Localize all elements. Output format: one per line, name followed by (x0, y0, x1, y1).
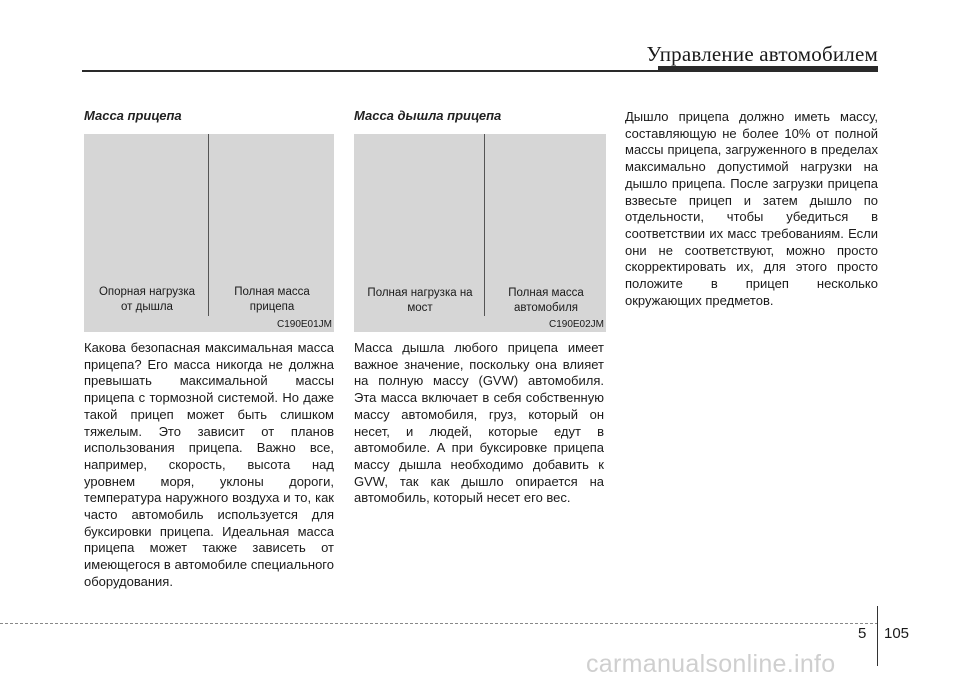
trailer-weight-figure (84, 134, 334, 332)
figure-caption-gross-axle-weight: Полная нагрузка на мост (367, 287, 473, 314)
footer-separator (877, 606, 878, 666)
tongue-load-text: Масса дышла любого прицепа имеет важное значение, поскольку она влияет на полную массу (GVW) автомобиля. Эта масса включает в себя собственную массу автомобиля, груз, который он несет, и людей, которые едут в автомобиле. А при буксировке прицепа массу дышла необходимо добавить к GVW, так как дышло опирается на автомобиль, который несет его вес. (354, 340, 604, 506)
trailer-weight-text: Какова безопасная максимальная масса прицепа? Его масса никогда не должна превышать максимальной массы прицепа с тормозной системой. Но даже такой прицеп может быть слишком тяжелым. Это зависит от планов использования прицепа. Важно все, например, скорость, высота над уровнем моря, уклоны дороги, температура наружного воздуха и то, как часто автомобиль используется для буксировки прицепа. Идеальная масса прицепа может также зависеть от имеющегося в автомобиле специального оборудования. (84, 340, 334, 589)
trailer-weight-heading: Масса прицепа (84, 108, 182, 123)
tongue-load-heading: Масса дышла прицепа (354, 108, 502, 123)
watermark: carmanualsonline.info (586, 650, 836, 678)
figure-code: C190E01JM (276, 319, 332, 330)
figure-code: C190E02JM (548, 319, 604, 330)
figure-divider (208, 134, 209, 316)
footer-rule (0, 623, 878, 624)
figure-divider (484, 134, 485, 316)
figure-caption-gross-vehicle-weight: Полная масса автомобиля (508, 287, 584, 314)
chapter-number: 5 (858, 625, 867, 642)
running-header: Управление автомобилем (646, 42, 878, 66)
figure-caption-gross-trailer-weight: Полная масса прицепа (234, 286, 310, 313)
page-number: 105 (884, 625, 910, 642)
header-rule (82, 70, 878, 72)
figure-caption-tongue-load: Опорная нагрузка от дышла (98, 286, 196, 313)
tongue-load-figure (354, 134, 606, 332)
tongue-load-continued-text: Дышло прицепа должно иметь массу, составляющую не более 10% от полной массы прицепа, загруженного в пределах максимально допустимой нагрузки на дышло прицепа. После загрузки прицепа взвесьте прицеп и затем дышло по отдельности, чтобы убедиться в соответствии их масс требованиям. Если они не соответствуют, можно просто скорректировать их, для этого просто положите в прицеп несколько окружающих предметов. (625, 109, 878, 308)
